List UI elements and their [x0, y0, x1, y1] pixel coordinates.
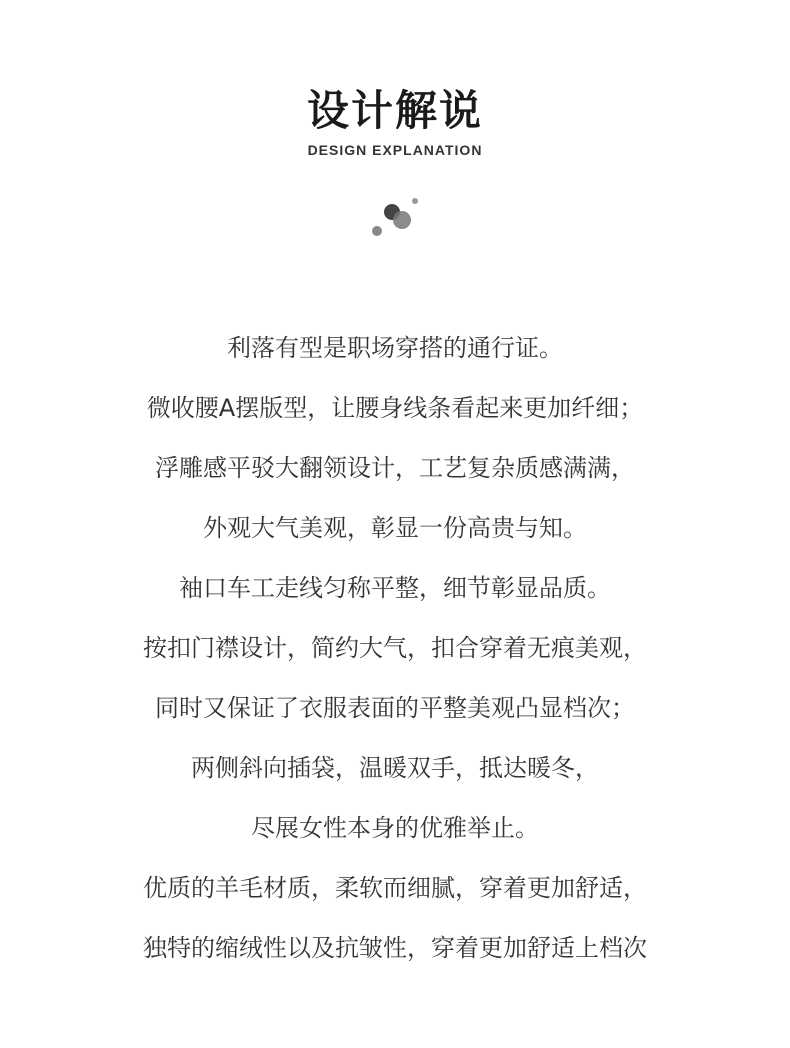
description-line: 利落有型是职场穿搭的通行证。 — [227, 334, 563, 362]
description-line: 独特的缩绒性以及抗皱性，穿着更加舒适上档次 — [143, 934, 647, 962]
description-line: 同时又保证了衣服表面的平整美观凸显档次； — [155, 694, 635, 722]
dot-small-left — [372, 226, 382, 236]
description-line: 两侧斜向插袋，温暖双手，抵达暖冬， — [191, 754, 599, 782]
dots-icon — [368, 196, 420, 240]
page-subtitle: DESIGN EXPLANATION — [307, 142, 483, 158]
description-line: 外观大气美观，彰显一份高贵与知。 — [203, 514, 587, 542]
description-line: 优质的羊毛材质，柔软而细腻，穿着更加舒适， — [143, 874, 647, 902]
dot-large-light — [393, 211, 411, 229]
description-list — [0, 318, 790, 978]
description-line: 袖口车工走线匀称平整，细节彰显品质。 — [179, 574, 611, 602]
description-line: 微收腰A摆版型，让腰身线条看起来更加纤细； — [146, 394, 644, 422]
description-line: 按扣门襟设计，简约大气，扣合穿着无痕美观， — [143, 634, 647, 662]
dot-tiny-right — [412, 198, 418, 204]
page-title: 设计解说 — [306, 86, 483, 135]
description-line: 浮雕感平驳大翻领设计，工艺复杂质感满满， — [155, 454, 635, 482]
description-line: 尽展女性本身的优雅举止。 — [251, 814, 539, 842]
